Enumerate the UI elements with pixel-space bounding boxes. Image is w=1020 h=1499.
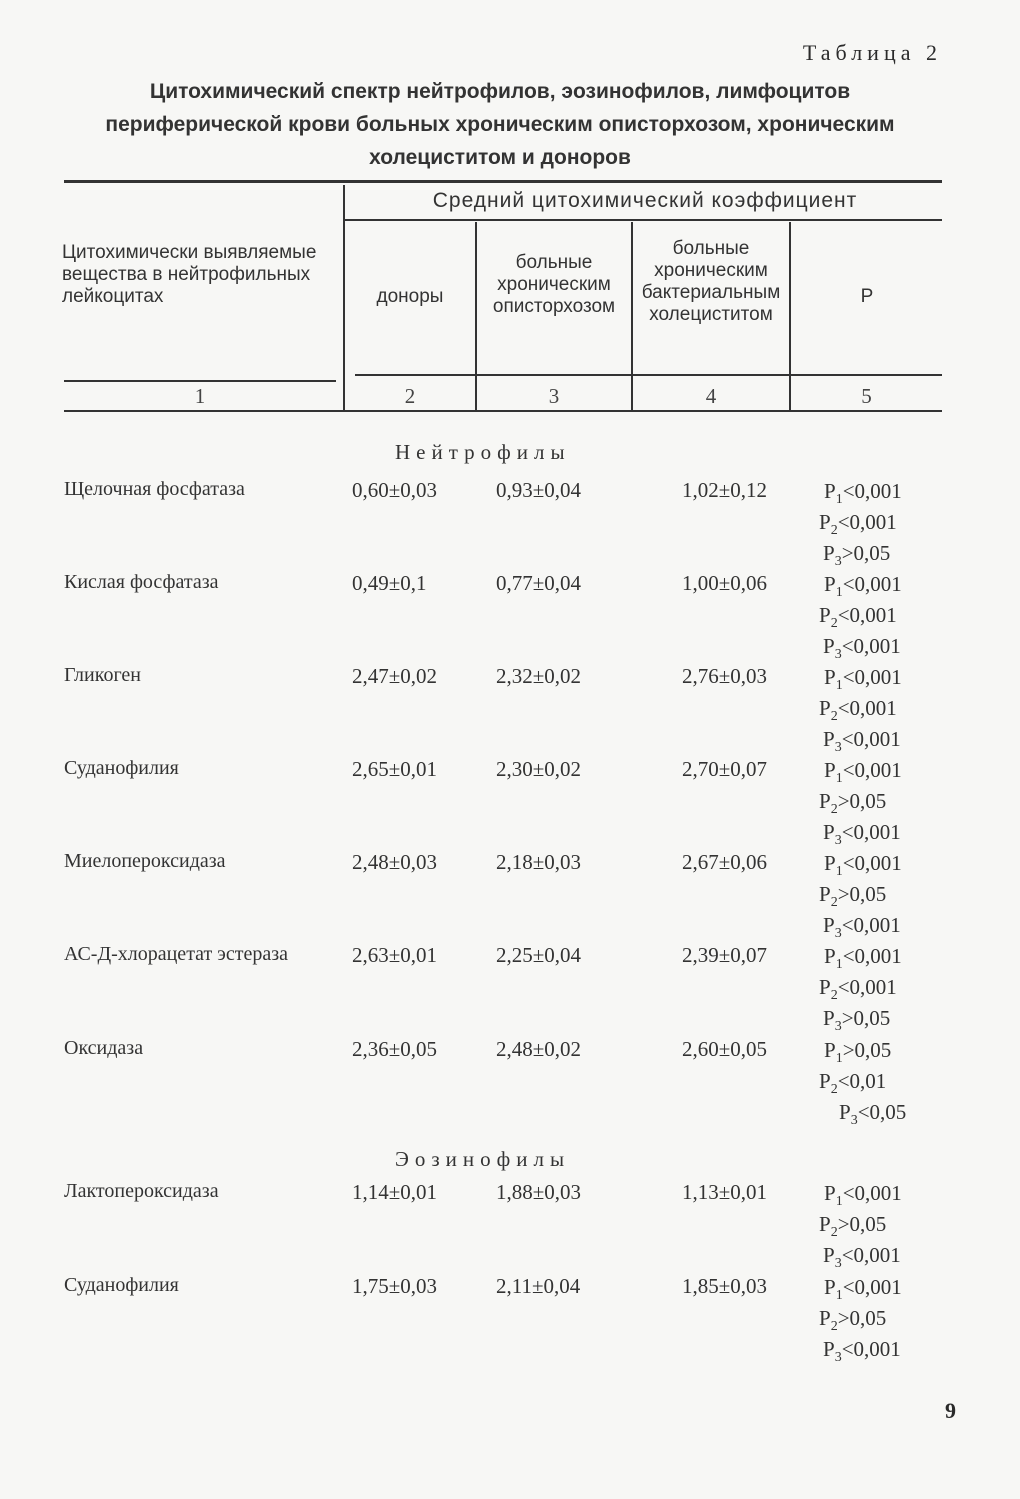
table-label: Таблица 2: [802, 40, 942, 65]
p-threshold: <0,001: [837, 603, 897, 627]
value-col4: 2,60±0,05: [682, 1037, 768, 1061]
vline-3: [631, 222, 633, 410]
row-name: Суданофилия: [64, 1274, 179, 1296]
value-col3: 2,18±0,03: [496, 850, 582, 874]
p-letter: P: [819, 696, 831, 720]
p-threshold: <0,01: [837, 1069, 887, 1093]
header-span-title: Средний цитохимический коэффициент: [432, 189, 858, 212]
p-index: 2: [830, 988, 838, 1004]
p-threshold: <0,001: [841, 1337, 901, 1361]
section-title: Нейтрофилы: [395, 440, 571, 464]
table-title: Цитохимический спектр нейтрофилов, эозинофилов, лимфоцитов периферической крови больных хроническим описторхозом, хроническим холециститом и доноров: [105, 80, 895, 169]
p-value: [823, 1334, 901, 1373]
p-letter: P: [823, 1337, 835, 1361]
p-index: 2: [830, 1225, 838, 1241]
p-letter: P: [819, 1069, 831, 1093]
value-col4: 2,67±0,06: [682, 850, 768, 874]
p-threshold: <0,001: [842, 479, 902, 503]
p-letter: P: [819, 882, 831, 906]
col1-rule: [64, 380, 336, 382]
section-title: Эозинофилы: [395, 1147, 571, 1171]
p-threshold: <0,001: [841, 727, 901, 751]
row-name: Миелопероксидаза: [64, 850, 226, 872]
p-letter: P: [824, 1181, 836, 1205]
p-index: 2: [830, 709, 838, 725]
p-threshold: <0,001: [837, 975, 897, 999]
num-rule-top: [355, 374, 942, 376]
p-index: 2: [830, 1319, 838, 1335]
p-letter: P: [823, 1006, 835, 1030]
p-threshold: >0,05: [837, 1306, 887, 1330]
row-name: Гликоген: [64, 664, 141, 686]
p-index: 3: [834, 833, 842, 849]
p-index: 2: [830, 1082, 838, 1098]
header-num-2: 2: [404, 384, 416, 408]
value-col4: 1,00±0,06: [682, 571, 768, 595]
p-index: 3: [834, 647, 842, 663]
p-letter: P: [823, 820, 835, 844]
p-letter: P: [824, 944, 836, 968]
p-letter: P: [823, 727, 835, 751]
value-col4: 1,13±0,01: [682, 1180, 768, 1204]
p-letter: P: [824, 758, 836, 782]
p-index: 2: [830, 523, 838, 539]
value-col4: 1,85±0,03: [682, 1274, 768, 1298]
p-threshold: <0,001: [841, 634, 901, 658]
p-threshold: >0,05: [837, 1212, 887, 1236]
p-index: 1: [835, 864, 843, 880]
header-col1: Цитохимически выявляемые вещества в нейтрофильных лейкоцитах: [62, 242, 317, 307]
p-index: 2: [830, 616, 838, 632]
header-num-1: 1: [194, 384, 206, 408]
value-col2: 0,49±0,1: [352, 571, 427, 595]
p-index: 1: [835, 1288, 843, 1304]
p-index: 1: [835, 771, 843, 787]
header-col3: больные хроническим описторхозом: [492, 252, 616, 317]
p-letter: P: [824, 479, 836, 503]
value-col3: 2,32±0,02: [496, 664, 582, 688]
p-letter: P: [819, 1212, 831, 1236]
p-threshold: <0,001: [841, 820, 901, 844]
p-index: 3: [834, 554, 842, 570]
row-name: АС-Д-хлорацетат эстераза: [64, 943, 289, 965]
p-threshold: <0,001: [841, 1243, 901, 1267]
header-col2: доноры: [376, 286, 444, 307]
value-col4: 2,76±0,03: [682, 664, 768, 688]
p-threshold: <0,001: [842, 1181, 902, 1205]
p-threshold: <0,001: [842, 758, 902, 782]
p-threshold: <0,001: [842, 572, 902, 596]
p-letter: P: [824, 572, 836, 596]
row-name: Кислая фосфатаза: [64, 571, 219, 593]
page-number: 9: [945, 1398, 956, 1423]
header-num-3: 3: [548, 384, 560, 408]
header-col5: P: [860, 286, 874, 307]
num-rule-bottom: [64, 410, 942, 412]
p-index: 1: [835, 957, 843, 973]
vline-2: [475, 222, 477, 410]
p-threshold: <0,001: [837, 510, 897, 534]
value-col2: 1,75±0,03: [352, 1274, 438, 1298]
p-threshold: <0,001: [837, 696, 897, 720]
value-col3: 2,30±0,02: [496, 757, 582, 781]
p-letter: P: [824, 1275, 836, 1299]
p-index: 3: [834, 926, 842, 942]
p-letter: P: [819, 603, 831, 627]
p-letter: P: [823, 1243, 835, 1267]
p-index: 1: [835, 1051, 843, 1067]
top-rule: [64, 180, 942, 183]
header-col4: больные хроническим бактериальным холециститом: [641, 238, 781, 325]
value-col4: 2,70±0,07: [682, 757, 768, 781]
row-name: Лактопероксидаза: [64, 1180, 219, 1202]
value-col2: 2,47±0,02: [352, 664, 438, 688]
value-col3: 1,88±0,03: [496, 1180, 582, 1204]
p-index: 1: [835, 1194, 843, 1210]
p-index: 3: [834, 740, 842, 756]
value-col2: 2,36±0,05: [352, 1037, 438, 1061]
p-letter: P: [819, 1306, 831, 1330]
p-letter: P: [839, 1100, 851, 1124]
p-letter: P: [823, 913, 835, 937]
row-name: Оксидаза: [64, 1037, 144, 1059]
p-index: 1: [835, 492, 843, 508]
p-threshold: >0,05: [841, 1006, 891, 1030]
value-col2: 2,65±0,01: [352, 757, 438, 781]
p-letter: P: [823, 634, 835, 658]
p-threshold: <0,001: [842, 665, 902, 689]
p-threshold: <0,001: [842, 944, 902, 968]
p-threshold: >0,05: [842, 1038, 892, 1062]
header-num-5: 5: [861, 384, 872, 408]
p-threshold: >0,05: [841, 541, 891, 565]
vline-4: [789, 222, 791, 410]
value-col3: 2,11±0,04: [496, 1274, 581, 1298]
header-num-4: 4: [705, 384, 717, 408]
p-index: 3: [834, 1019, 842, 1035]
value-col2: 2,63±0,01: [352, 943, 438, 967]
p-letter: P: [819, 789, 831, 813]
value-col3: 2,25±0,04: [496, 943, 582, 967]
row-name: Щелочная фосфатаза: [64, 478, 245, 500]
value-col2: 1,14±0,01: [352, 1180, 438, 1204]
p-index: 3: [834, 1350, 842, 1366]
span-rule: [345, 219, 942, 221]
value-col3: 2,48±0,02: [496, 1037, 582, 1061]
value-col4: 2,39±0,07: [682, 943, 768, 967]
p-threshold: <0,001: [841, 913, 901, 937]
value-col4: 1,02±0,12: [682, 478, 768, 502]
p-letter: P: [823, 541, 835, 565]
p-letter: P: [824, 851, 836, 875]
p-index: 2: [830, 802, 838, 818]
p-letter: P: [824, 1038, 836, 1062]
p-threshold: <0,001: [842, 851, 902, 875]
p-index: 3: [834, 1256, 842, 1272]
row-name: Суданофилия: [64, 757, 179, 779]
p-index: 3: [850, 1113, 858, 1129]
p-threshold: >0,05: [837, 882, 887, 906]
value-col2: 2,48±0,03: [352, 850, 438, 874]
vline-1: [343, 185, 345, 410]
value-col3: 0,77±0,04: [496, 571, 582, 595]
p-letter: P: [819, 975, 831, 999]
p-threshold: <0,001: [842, 1275, 902, 1299]
p-threshold: <0,05: [857, 1100, 907, 1124]
p-value: [839, 1097, 906, 1136]
p-letter: P: [819, 510, 831, 534]
p-index: 2: [830, 895, 838, 911]
p-index: 1: [835, 678, 843, 694]
value-col2: 0,60±0,03: [352, 478, 438, 502]
p-index: 1: [835, 585, 843, 601]
p-letter: P: [824, 665, 836, 689]
value-col3: 0,93±0,04: [496, 478, 582, 502]
p-threshold: >0,05: [837, 789, 887, 813]
